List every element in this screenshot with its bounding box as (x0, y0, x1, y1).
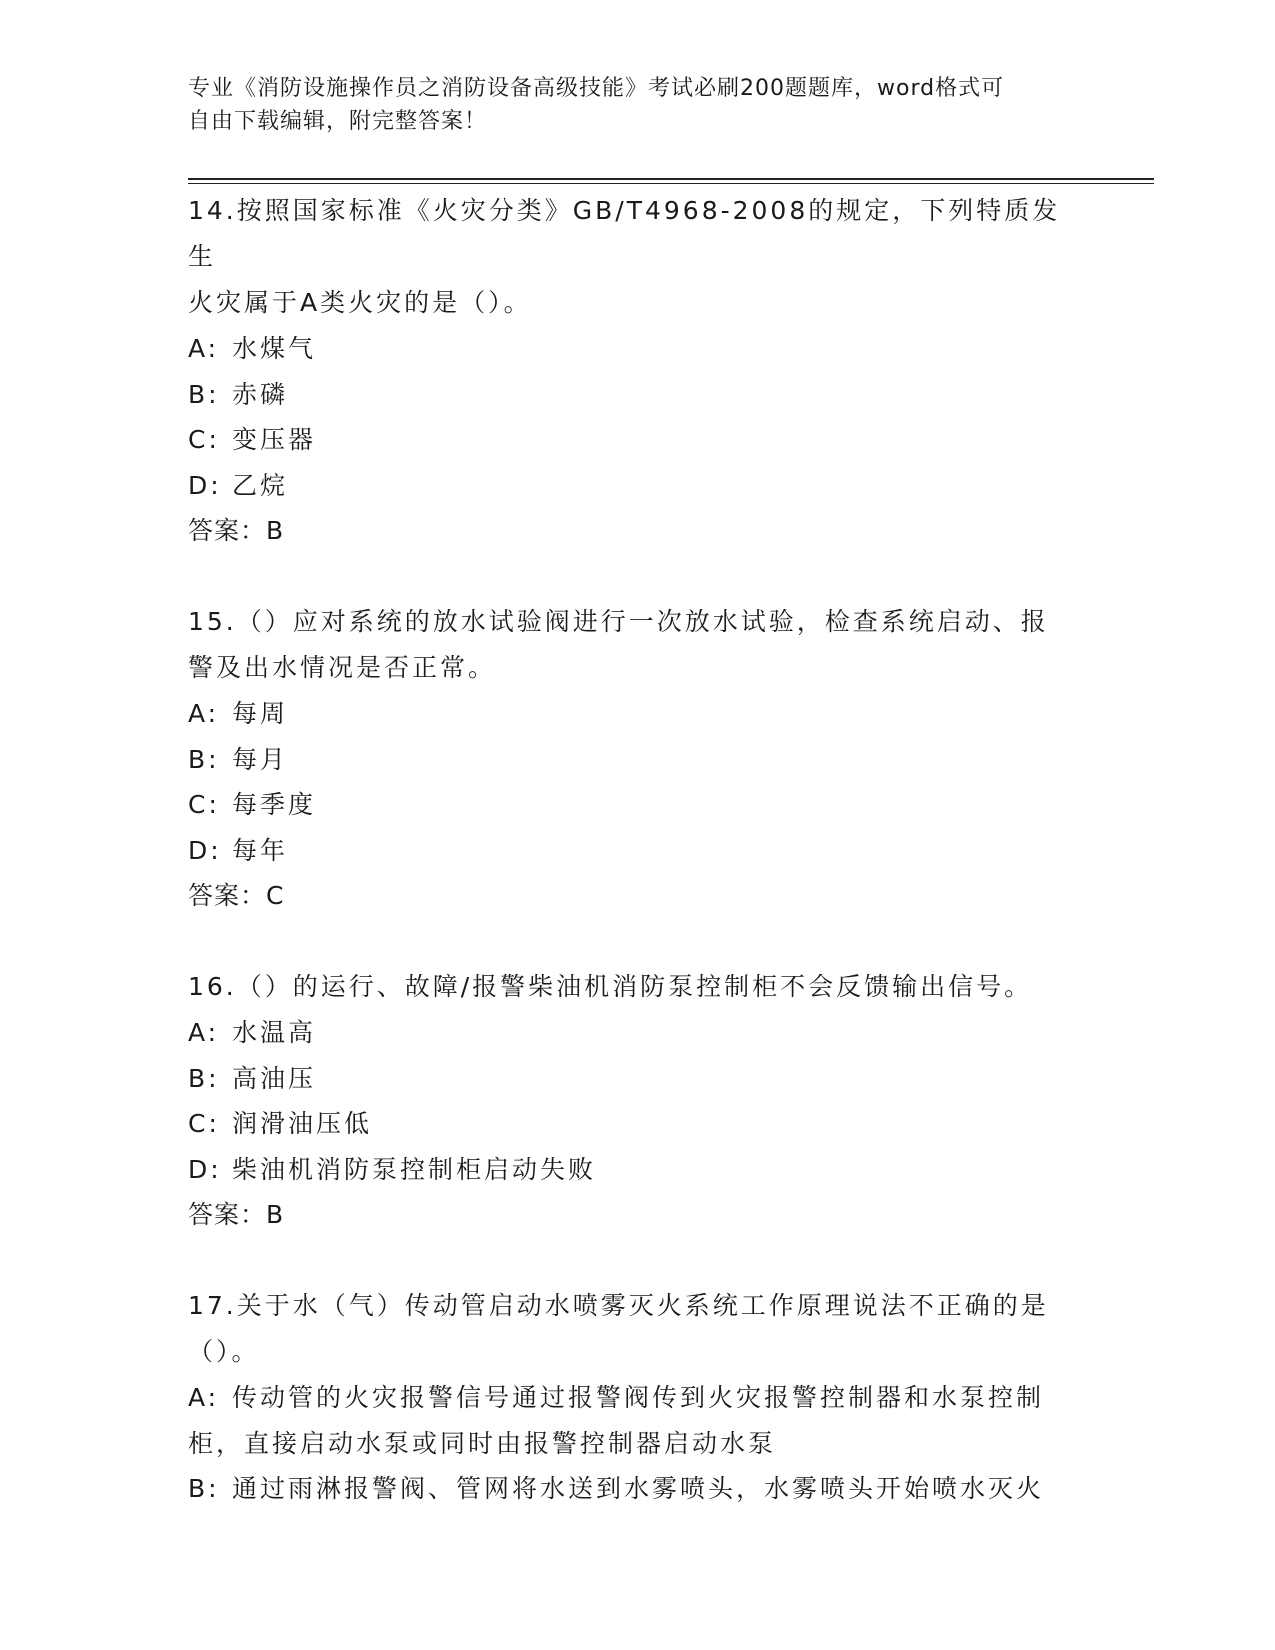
header-rule-thin (188, 183, 1154, 184)
document-header (188, 72, 1068, 138)
option-text-continued: 柜，直接启动水泵或同时由报警控制器启动水泵 (188, 1428, 777, 1458)
question-15 (188, 599, 1068, 918)
option-key: B: (188, 744, 220, 774)
option-a (188, 1010, 1068, 1056)
stem-line: 16.（）的运行、故障/报警柴油机消防泵控制柜不会反馈输出信号。 (188, 972, 1033, 1001)
option-text: 每季度 (232, 790, 317, 819)
option-key: B: (188, 1063, 220, 1093)
option-text: 赤磷 (232, 379, 289, 409)
option-d (188, 463, 1068, 509)
option-key: D: (188, 1154, 222, 1184)
question-14 (188, 188, 1068, 553)
question-stem (188, 599, 1068, 691)
stem-line: 警及出水情况是否正常。 (188, 653, 497, 682)
option-b (188, 737, 1068, 783)
option-text: 传动管的火灾报警信号通过报警阀传到火灾报警控制器和水泵控制 (232, 1383, 1045, 1412)
option-b (188, 372, 1068, 418)
option-text: 每月 (232, 744, 289, 774)
option-key: C: (188, 425, 220, 454)
option-text: 每年 (232, 835, 289, 865)
option-text: 润滑油压低 (232, 1109, 373, 1138)
option-c (188, 1101, 1068, 1147)
option-key: A: (188, 699, 220, 728)
stem-line: 火灾属于A类火灾的是（）。 (188, 288, 532, 317)
option-a (188, 326, 1068, 372)
answer-line: 答案：B (188, 1200, 285, 1229)
option-key: A: (188, 334, 220, 363)
option-d (188, 828, 1068, 874)
option-b (188, 1466, 1068, 1512)
answer-line: 答案：C (188, 881, 285, 910)
question-16 (188, 964, 1068, 1237)
option-text: 通过雨淋报警阀、管网将水送到水雾喷头，水雾喷头开始喷水灭火 (232, 1474, 1045, 1503)
question-stem (188, 188, 1068, 326)
option-text: 变压器 (232, 425, 317, 454)
option-key: C: (188, 1109, 220, 1138)
question-stem (188, 964, 1068, 1010)
header-line-1: 专业《消防设施操作员之消防设备高级技能》考试必刷200题题库，word格式可 (188, 76, 1005, 101)
option-key: D: (188, 470, 222, 500)
option-text: 柴油机消防泵控制柜启动失败 (232, 1154, 597, 1184)
option-text: 水煤气 (232, 334, 317, 363)
option-text: 每周 (232, 699, 289, 728)
header-line-2: 自由下载编辑，附完整答案！ (188, 109, 488, 134)
option-key: B: (188, 379, 220, 409)
option-d (188, 1147, 1068, 1193)
option-b (188, 1056, 1068, 1102)
option-key: B: (188, 1474, 220, 1503)
option-key: A: (188, 1018, 220, 1047)
option-text: 水温高 (232, 1018, 317, 1047)
option-text: 高油压 (232, 1063, 317, 1093)
stem-line: （）。 (188, 1337, 260, 1366)
question-stem (188, 1283, 1068, 1375)
option-c (188, 417, 1068, 463)
option-c (188, 782, 1068, 828)
question-list (188, 188, 1068, 1558)
option-text: 乙烷 (232, 470, 289, 500)
option-a (188, 1375, 1068, 1466)
stem-line: 15.（）应对系统的放水试验阀进行一次放水试验，检查系统启动、报 (188, 607, 1049, 636)
answer-line: 答案：B (188, 516, 285, 545)
stem-line: 17.关于水（气）传动管启动水喷雾灭火系统工作原理说法不正确的是 (188, 1291, 1049, 1320)
stem-line: 14.按照国家标准《火灾分类》GB/T4968-2008的规定，下列特质发生 (188, 196, 1061, 271)
option-key: C: (188, 790, 220, 819)
header-rule-thick (188, 178, 1154, 180)
option-key: D: (188, 835, 222, 865)
question-17 (188, 1283, 1068, 1512)
option-a (188, 691, 1068, 737)
option-key: A: (188, 1383, 220, 1412)
